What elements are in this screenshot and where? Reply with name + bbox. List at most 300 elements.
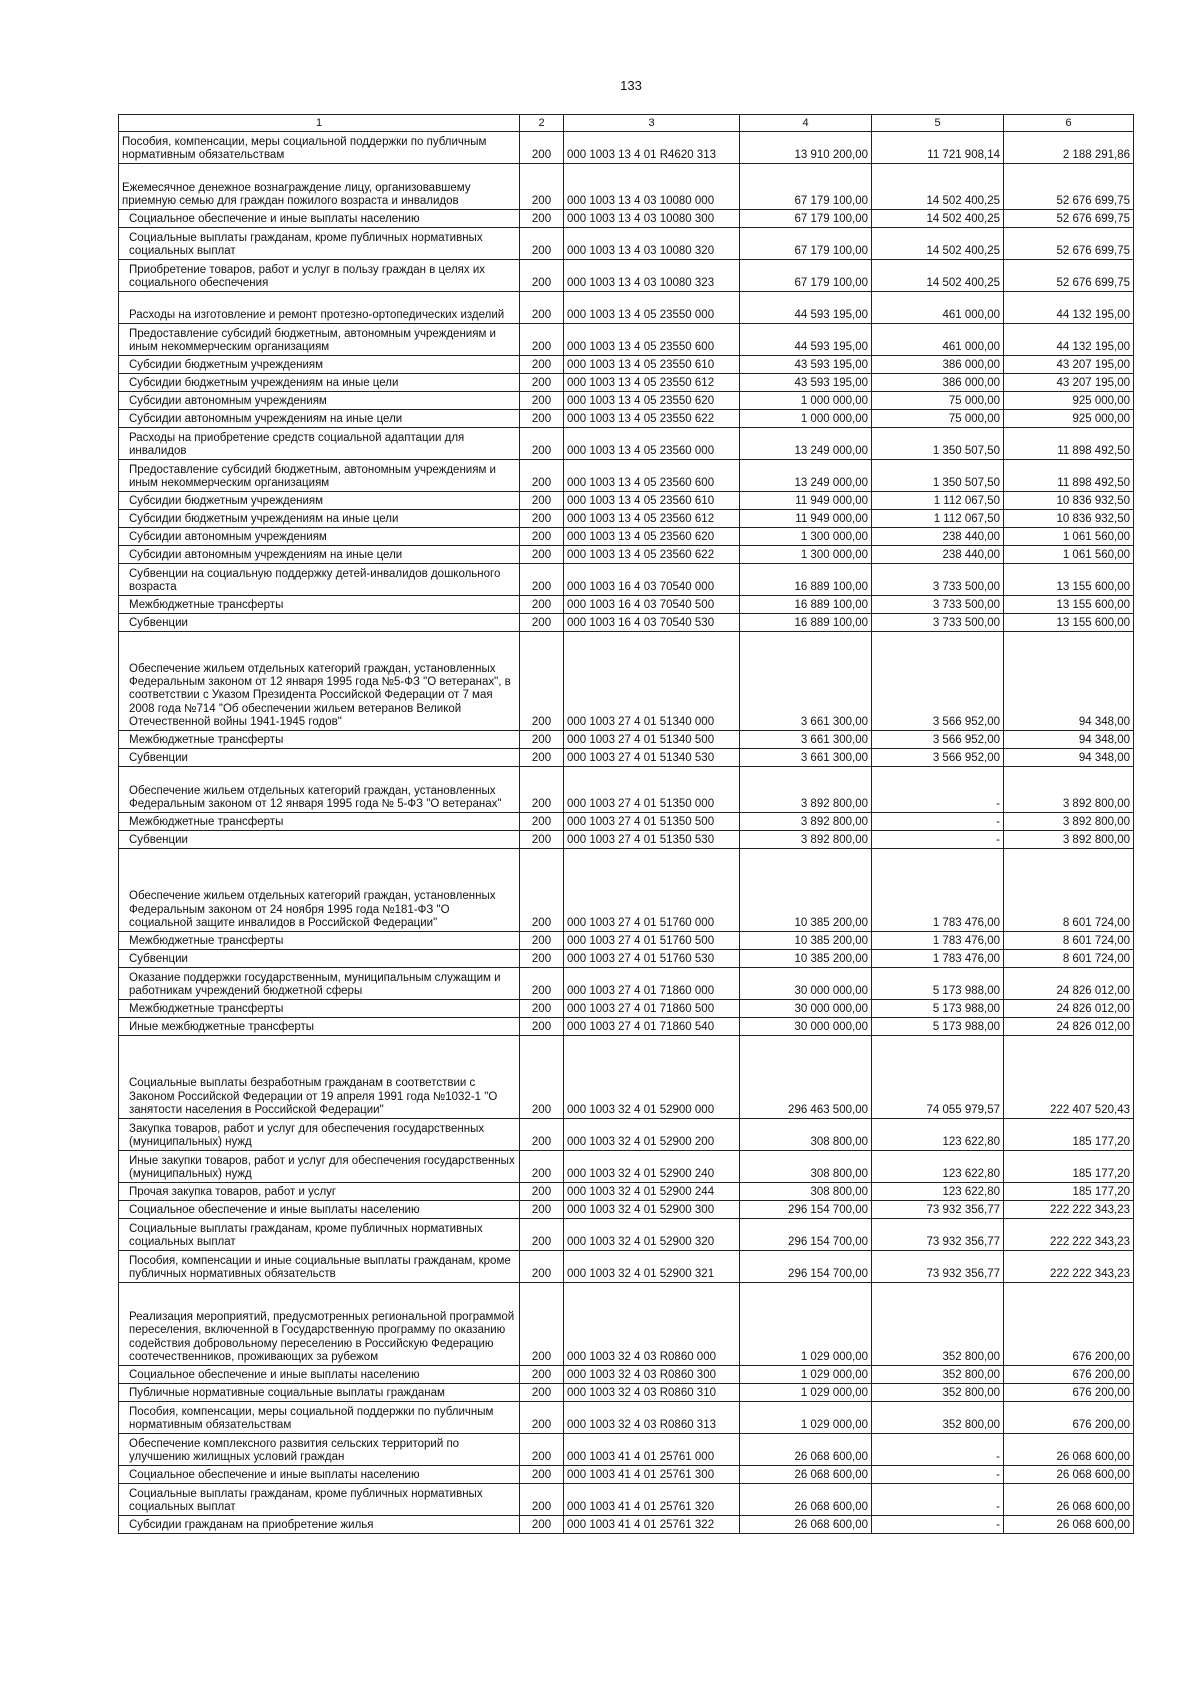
- budget-code-cell: 000 1003 16 4 03 70540 530: [564, 614, 740, 632]
- expense-name-cell: Субсидии автономным учреждениям на иные цели: [119, 410, 520, 428]
- executed-amount-cell: 386 000,00: [872, 356, 1004, 374]
- line-code-cell: 200: [520, 1384, 564, 1402]
- expense-name-cell: Предоставление субсидий бюджетным, автономным учреждениям и иным некоммерческим организациям: [119, 324, 520, 356]
- table-row: [119, 228, 1134, 260]
- table-row: [119, 374, 1134, 392]
- remaining-amount-cell: 13 155 600,00: [1004, 614, 1134, 632]
- approved-amount-cell: 296 463 500,00: [740, 1036, 872, 1119]
- expense-name-cell: Расходы на приобретение средств социальной адаптации для инвалидов: [119, 428, 520, 460]
- line-code-cell: 200: [520, 1119, 564, 1151]
- table-row: [119, 1366, 1134, 1384]
- expense-name-cell: Обеспечение комплексного развития сельских территорий по улучшению жилищных условий граждан: [119, 1434, 520, 1466]
- line-code-cell: 200: [520, 950, 564, 968]
- line-code-cell: 200: [520, 849, 564, 932]
- approved-amount-cell: 3 661 300,00: [740, 731, 872, 749]
- line-code-cell: 200: [520, 510, 564, 528]
- budget-code-cell: 000 1003 27 4 01 51760 500: [564, 932, 740, 950]
- remaining-amount-cell: 10 836 932,50: [1004, 510, 1134, 528]
- expense-name-cell: Субвенции: [119, 831, 520, 849]
- expense-name-cell: Пособия, компенсации и иные социальные выплаты гражданам, кроме публичных нормативных обязательств: [119, 1251, 520, 1283]
- line-code-cell: 200: [520, 614, 564, 632]
- approved-amount-cell: 1 000 000,00: [740, 392, 872, 410]
- col-header: 5: [872, 115, 1004, 132]
- budget-code-cell: 000 1003 13 4 05 23550 610: [564, 356, 740, 374]
- executed-amount-cell: 1 112 067,50: [872, 510, 1004, 528]
- remaining-amount-cell: 52 676 699,75: [1004, 260, 1134, 292]
- approved-amount-cell: 296 154 700,00: [740, 1201, 872, 1219]
- line-code-cell: 200: [520, 632, 564, 731]
- expense-name-cell: Межбюджетные трансферты: [119, 813, 520, 831]
- executed-amount-cell: 123 622,80: [872, 1151, 1004, 1183]
- approved-amount-cell: 30 000 000,00: [740, 1000, 872, 1018]
- approved-amount-cell: 3 661 300,00: [740, 632, 872, 731]
- line-code-cell: 200: [520, 813, 564, 831]
- table-row: [119, 392, 1134, 410]
- executed-amount-cell: 73 932 356,77: [872, 1219, 1004, 1251]
- expense-name-cell: Социальное обеспечение и иные выплаты населению: [119, 1466, 520, 1484]
- table-row: [119, 1000, 1134, 1018]
- table-row: [119, 731, 1134, 749]
- budget-code-cell: 000 1003 13 4 05 23560 000: [564, 428, 740, 460]
- executed-amount-cell: 14 502 400,25: [872, 260, 1004, 292]
- executed-amount-cell: 3 566 952,00: [872, 749, 1004, 767]
- remaining-amount-cell: 222 222 343,23: [1004, 1219, 1134, 1251]
- executed-amount-cell: 5 173 988,00: [872, 1018, 1004, 1036]
- table-row: [119, 1183, 1134, 1201]
- line-code-cell: 200: [520, 1516, 564, 1534]
- expense-name-cell: Межбюджетные трансферты: [119, 1000, 520, 1018]
- budget-code-cell: 000 1003 13 4 05 23560 612: [564, 510, 740, 528]
- table-row: [119, 292, 1134, 324]
- header-row: [119, 115, 1134, 132]
- executed-amount-cell: 74 055 979,57: [872, 1036, 1004, 1119]
- budget-code-cell: 000 1003 27 4 01 51350 000: [564, 767, 740, 813]
- approved-amount-cell: 1 029 000,00: [740, 1384, 872, 1402]
- table-row: [119, 1384, 1134, 1402]
- remaining-amount-cell: 185 177,20: [1004, 1119, 1134, 1151]
- executed-amount-cell: 1 783 476,00: [872, 950, 1004, 968]
- table-row: [119, 614, 1134, 632]
- table-row: [119, 950, 1134, 968]
- expense-name-cell: Публичные нормативные социальные выплаты гражданам: [119, 1384, 520, 1402]
- budget-code-cell: 000 1003 13 4 03 10080 300: [564, 210, 740, 228]
- approved-amount-cell: 11 949 000,00: [740, 492, 872, 510]
- approved-amount-cell: 308 800,00: [740, 1183, 872, 1201]
- remaining-amount-cell: 94 348,00: [1004, 632, 1134, 731]
- executed-amount-cell: 3 566 952,00: [872, 632, 1004, 731]
- budget-code-cell: 000 1003 13 4 05 23550 620: [564, 392, 740, 410]
- executed-amount-cell: -: [872, 813, 1004, 831]
- executed-amount-cell: 73 932 356,77: [872, 1201, 1004, 1219]
- expense-name-cell: Межбюджетные трансферты: [119, 596, 520, 614]
- remaining-amount-cell: 3 892 800,00: [1004, 813, 1134, 831]
- col-header: 3: [564, 115, 740, 132]
- approved-amount-cell: 10 385 200,00: [740, 849, 872, 932]
- approved-amount-cell: 26 068 600,00: [740, 1484, 872, 1516]
- table-row: [119, 324, 1134, 356]
- expense-name-cell: Закупка товаров, работ и услуг для обеспечения государственных (муниципальных) нужд: [119, 1119, 520, 1151]
- line-code-cell: 200: [520, 410, 564, 428]
- remaining-amount-cell: 2 188 291,86: [1004, 132, 1134, 164]
- table-row: [119, 1516, 1134, 1534]
- approved-amount-cell: 67 179 100,00: [740, 260, 872, 292]
- executed-amount-cell: 123 622,80: [872, 1183, 1004, 1201]
- table-row: [119, 1402, 1134, 1434]
- approved-amount-cell: 13 249 000,00: [740, 428, 872, 460]
- expense-name-cell: Субвенции: [119, 950, 520, 968]
- line-code-cell: 200: [520, 210, 564, 228]
- expense-name-cell: Социальные выплаты гражданам, кроме публичных нормативных социальных выплат: [119, 228, 520, 260]
- col-header: 6: [1004, 115, 1134, 132]
- approved-amount-cell: 3 892 800,00: [740, 767, 872, 813]
- line-code-cell: 200: [520, 1018, 564, 1036]
- executed-amount-cell: 352 800,00: [872, 1384, 1004, 1402]
- budget-code-cell: 000 1003 27 4 01 51340 500: [564, 731, 740, 749]
- approved-amount-cell: 44 593 195,00: [740, 324, 872, 356]
- budget-code-cell: 000 1003 32 4 03 R0860 300: [564, 1366, 740, 1384]
- budget-code-cell: 000 1003 41 4 01 25761 300: [564, 1466, 740, 1484]
- table-row: [119, 260, 1134, 292]
- executed-amount-cell: 3 733 500,00: [872, 614, 1004, 632]
- expense-name-cell: Социальное обеспечение и иные выплаты населению: [119, 1366, 520, 1384]
- remaining-amount-cell: 676 200,00: [1004, 1283, 1134, 1366]
- remaining-amount-cell: 43 207 195,00: [1004, 374, 1134, 392]
- approved-amount-cell: 26 068 600,00: [740, 1434, 872, 1466]
- line-code-cell: 200: [520, 528, 564, 546]
- expense-name-cell: Социальные выплаты гражданам, кроме публичных нормативных социальных выплат: [119, 1484, 520, 1516]
- expense-name-cell: Субвенции: [119, 614, 520, 632]
- approved-amount-cell: 13 910 200,00: [740, 132, 872, 164]
- line-code-cell: 200: [520, 564, 564, 596]
- expense-name-cell: Обеспечение жильем отдельных категорий граждан, установленных Федеральным законом от 12 января 1995 года №5-ФЗ "О ветеранах", в соответствии с Указом Президента Российской Федерации от 7 мая 2008 года №714 "Об обеспечении жильем ветеранов Великой Отечественной войны 1941-1945 годов": [119, 632, 520, 731]
- remaining-amount-cell: 3 892 800,00: [1004, 767, 1134, 813]
- remaining-amount-cell: 185 177,20: [1004, 1183, 1134, 1201]
- approved-amount-cell: 1 300 000,00: [740, 528, 872, 546]
- line-code-cell: 200: [520, 460, 564, 492]
- executed-amount-cell: -: [872, 1484, 1004, 1516]
- line-code-cell: 200: [520, 1484, 564, 1516]
- line-code-cell: 200: [520, 228, 564, 260]
- approved-amount-cell: 67 179 100,00: [740, 228, 872, 260]
- remaining-amount-cell: 8 601 724,00: [1004, 950, 1134, 968]
- table-row: [119, 1018, 1134, 1036]
- line-code-cell: 200: [520, 1151, 564, 1183]
- executed-amount-cell: 352 800,00: [872, 1402, 1004, 1434]
- approved-amount-cell: 13 249 000,00: [740, 460, 872, 492]
- line-code-cell: 200: [520, 968, 564, 1000]
- line-code-cell: 200: [520, 1183, 564, 1201]
- executed-amount-cell: 11 721 908,14: [872, 132, 1004, 164]
- remaining-amount-cell: 26 068 600,00: [1004, 1484, 1134, 1516]
- remaining-amount-cell: 24 826 012,00: [1004, 968, 1134, 1000]
- remaining-amount-cell: 222 222 343,23: [1004, 1201, 1134, 1219]
- budget-code-cell: 000 1003 32 4 03 R0860 000: [564, 1283, 740, 1366]
- col-header: 4: [740, 115, 872, 132]
- budget-code-cell: 000 1003 13 4 05 23550 000: [564, 292, 740, 324]
- remaining-amount-cell: 94 348,00: [1004, 749, 1134, 767]
- executed-amount-cell: 5 173 988,00: [872, 968, 1004, 1000]
- budget-code-cell: 000 1003 32 4 01 52900 300: [564, 1201, 740, 1219]
- expense-name-cell: Оказание поддержки государственным, муниципальным служащим и работникам учреждений бюджетной сферы: [119, 968, 520, 1000]
- budget-code-cell: 000 1003 27 4 01 51760 000: [564, 849, 740, 932]
- expense-name-cell: Реализация мероприятий, предусмотренных региональной программой переселения, включенной в Государственную программу по оказанию содействия добровольному переселению в Российскую Федерацию соотечественников, проживающих за рубежом: [119, 1283, 520, 1366]
- table-row: [119, 632, 1134, 731]
- table-row: [119, 492, 1134, 510]
- remaining-amount-cell: 676 200,00: [1004, 1384, 1134, 1402]
- table-row: [119, 749, 1134, 767]
- col-header: 1: [119, 115, 520, 132]
- budget-code-cell: 000 1003 13 4 05 23550 612: [564, 374, 740, 392]
- executed-amount-cell: 352 800,00: [872, 1283, 1004, 1366]
- executed-amount-cell: 75 000,00: [872, 410, 1004, 428]
- expense-name-cell: Пособия, компенсации, меры социальной поддержки по публичным нормативным обязательствам: [119, 1402, 520, 1434]
- approved-amount-cell: 67 179 100,00: [740, 210, 872, 228]
- remaining-amount-cell: 24 826 012,00: [1004, 1000, 1134, 1018]
- table-row: [119, 1466, 1134, 1484]
- executed-amount-cell: 3 733 500,00: [872, 564, 1004, 596]
- budget-code-cell: 000 1003 27 4 01 51340 000: [564, 632, 740, 731]
- remaining-amount-cell: 26 068 600,00: [1004, 1466, 1134, 1484]
- line-code-cell: 200: [520, 260, 564, 292]
- executed-amount-cell: 238 440,00: [872, 528, 1004, 546]
- budget-code-cell: 000 1003 32 4 01 52900 320: [564, 1219, 740, 1251]
- executed-amount-cell: 3 733 500,00: [872, 596, 1004, 614]
- approved-amount-cell: 308 800,00: [740, 1119, 872, 1151]
- line-code-cell: 200: [520, 1000, 564, 1018]
- remaining-amount-cell: 52 676 699,75: [1004, 210, 1134, 228]
- executed-amount-cell: 14 502 400,25: [872, 164, 1004, 210]
- line-code-cell: 200: [520, 932, 564, 950]
- remaining-amount-cell: 925 000,00: [1004, 392, 1134, 410]
- approved-amount-cell: 26 068 600,00: [740, 1516, 872, 1534]
- table-row: [119, 460, 1134, 492]
- approved-amount-cell: 43 593 195,00: [740, 356, 872, 374]
- line-code-cell: 200: [520, 1036, 564, 1119]
- table-row: [119, 1201, 1134, 1219]
- budget-code-cell: 000 1003 13 4 03 10080 323: [564, 260, 740, 292]
- line-code-cell: 200: [520, 731, 564, 749]
- executed-amount-cell: -: [872, 1466, 1004, 1484]
- table-row: [119, 831, 1134, 849]
- line-code-cell: 200: [520, 546, 564, 564]
- line-code-cell: 200: [520, 1283, 564, 1366]
- expense-name-cell: Расходы на изготовление и ремонт протезно-ортопедических изделий: [119, 292, 520, 324]
- table-row: [119, 968, 1134, 1000]
- table-row: [119, 1119, 1134, 1151]
- line-code-cell: 200: [520, 767, 564, 813]
- budget-code-cell: 000 1003 32 4 01 52900 000: [564, 1036, 740, 1119]
- table-row: [119, 1283, 1134, 1366]
- budget-table: [118, 114, 1134, 1534]
- line-code-cell: 200: [520, 831, 564, 849]
- line-code-cell: 200: [520, 492, 564, 510]
- remaining-amount-cell: 52 676 699,75: [1004, 228, 1134, 260]
- line-code-cell: 200: [520, 1251, 564, 1283]
- executed-amount-cell: 1 783 476,00: [872, 932, 1004, 950]
- remaining-amount-cell: 8 601 724,00: [1004, 849, 1134, 932]
- approved-amount-cell: 296 154 700,00: [740, 1251, 872, 1283]
- remaining-amount-cell: 94 348,00: [1004, 731, 1134, 749]
- executed-amount-cell: 14 502 400,25: [872, 210, 1004, 228]
- executed-amount-cell: 352 800,00: [872, 1366, 1004, 1384]
- approved-amount-cell: 308 800,00: [740, 1151, 872, 1183]
- budget-code-cell: 000 1003 13 4 03 10080 000: [564, 164, 740, 210]
- expense-name-cell: Субсидии бюджетным учреждениям на иные цели: [119, 374, 520, 392]
- table-row: [119, 428, 1134, 460]
- budget-code-cell: 000 1003 27 4 01 51760 530: [564, 950, 740, 968]
- expense-name-cell: Социальные выплаты гражданам, кроме публичных нормативных социальных выплат: [119, 1219, 520, 1251]
- budget-code-cell: 000 1003 27 4 01 51340 530: [564, 749, 740, 767]
- expense-name-cell: Социальные выплаты безработным гражданам в соответствии с Законом Российской Федерации от 19 апреля 1991 года №1032-1 "О занятости населения в Российской Федерации": [119, 1036, 520, 1119]
- table-row: [119, 356, 1134, 374]
- line-code-cell: 200: [520, 1219, 564, 1251]
- budget-code-cell: 000 1003 13 4 05 23550 600: [564, 324, 740, 356]
- remaining-amount-cell: 26 068 600,00: [1004, 1434, 1134, 1466]
- line-code-cell: 200: [520, 374, 564, 392]
- executed-amount-cell: -: [872, 831, 1004, 849]
- expense-name-cell: Социальное обеспечение и иные выплаты населению: [119, 210, 520, 228]
- remaining-amount-cell: 13 155 600,00: [1004, 564, 1134, 596]
- table-row: [119, 813, 1134, 831]
- remaining-amount-cell: 185 177,20: [1004, 1151, 1134, 1183]
- executed-amount-cell: -: [872, 1516, 1004, 1534]
- table-row: [119, 510, 1134, 528]
- table-row: [119, 767, 1134, 813]
- budget-code-cell: 000 1003 32 4 01 52900 240: [564, 1151, 740, 1183]
- expense-name-cell: Межбюджетные трансферты: [119, 731, 520, 749]
- budget-code-cell: 000 1003 41 4 01 25761 000: [564, 1434, 740, 1466]
- remaining-amount-cell: 1 061 560,00: [1004, 528, 1134, 546]
- executed-amount-cell: 1 783 476,00: [872, 849, 1004, 932]
- budget-code-cell: 000 1003 16 4 03 70540 500: [564, 596, 740, 614]
- approved-amount-cell: 16 889 100,00: [740, 564, 872, 596]
- approved-amount-cell: 1 000 000,00: [740, 410, 872, 428]
- approved-amount-cell: 26 068 600,00: [740, 1466, 872, 1484]
- executed-amount-cell: 1 350 507,50: [872, 428, 1004, 460]
- remaining-amount-cell: 10 836 932,50: [1004, 492, 1134, 510]
- remaining-amount-cell: 11 898 492,50: [1004, 460, 1134, 492]
- expense-name-cell: Приобретение товаров, работ и услуг в пользу граждан в целях их социального обеспечения: [119, 260, 520, 292]
- remaining-amount-cell: 44 132 195,00: [1004, 324, 1134, 356]
- executed-amount-cell: 1 350 507,50: [872, 460, 1004, 492]
- executed-amount-cell: 123 622,80: [872, 1119, 1004, 1151]
- approved-amount-cell: 3 892 800,00: [740, 813, 872, 831]
- line-code-cell: 200: [520, 428, 564, 460]
- expense-name-cell: Ежемесячное денежное вознаграждение лицу, организовавшему приемную семью для граждан пожилого возраста и инвалидов: [119, 164, 520, 210]
- executed-amount-cell: 386 000,00: [872, 374, 1004, 392]
- table-row: [119, 596, 1134, 614]
- expense-name-cell: Иные закупки товаров, работ и услуг для обеспечения государственных (муниципальных) нужд: [119, 1151, 520, 1183]
- line-code-cell: 200: [520, 356, 564, 374]
- budget-code-cell: 000 1003 27 4 01 71860 540: [564, 1018, 740, 1036]
- executed-amount-cell: 461 000,00: [872, 324, 1004, 356]
- expense-name-cell: Субсидии бюджетным учреждениям на иные цели: [119, 510, 520, 528]
- table-row: [119, 1251, 1134, 1283]
- approved-amount-cell: 1 029 000,00: [740, 1402, 872, 1434]
- executed-amount-cell: 14 502 400,25: [872, 228, 1004, 260]
- approved-amount-cell: 43 593 195,00: [740, 374, 872, 392]
- budget-code-cell: 000 1003 32 4 03 R0860 310: [564, 1384, 740, 1402]
- approved-amount-cell: 11 949 000,00: [740, 510, 872, 528]
- expense-name-cell: Предоставление субсидий бюджетным, автономным учреждениям и иным некоммерческим организациям: [119, 460, 520, 492]
- budget-code-cell: 000 1003 13 4 05 23560 620: [564, 528, 740, 546]
- budget-code-cell: 000 1003 27 4 01 71860 000: [564, 968, 740, 1000]
- line-code-cell: 200: [520, 164, 564, 210]
- table-row: [119, 210, 1134, 228]
- executed-amount-cell: -: [872, 767, 1004, 813]
- approved-amount-cell: 16 889 100,00: [740, 614, 872, 632]
- budget-code-cell: 000 1003 13 4 05 23560 600: [564, 460, 740, 492]
- budget-code-cell: 000 1003 32 4 03 R0860 313: [564, 1402, 740, 1434]
- expense-name-cell: Субсидии бюджетным учреждениям: [119, 356, 520, 374]
- table-row: [119, 849, 1134, 932]
- approved-amount-cell: 30 000 000,00: [740, 1018, 872, 1036]
- budget-code-cell: 000 1003 13 4 05 23560 610: [564, 492, 740, 510]
- table-row: [119, 564, 1134, 596]
- col-header: 2: [520, 115, 564, 132]
- expense-name-cell: Субсидии автономным учреждениям: [119, 528, 520, 546]
- expense-name-cell: Субвенции: [119, 749, 520, 767]
- page-number: 133: [620, 78, 642, 93]
- executed-amount-cell: 238 440,00: [872, 546, 1004, 564]
- approved-amount-cell: 67 179 100,00: [740, 164, 872, 210]
- expense-name-cell: Иные межбюджетные трансферты: [119, 1018, 520, 1036]
- remaining-amount-cell: 43 207 195,00: [1004, 356, 1134, 374]
- remaining-amount-cell: 925 000,00: [1004, 410, 1134, 428]
- budget-code-cell: 000 1003 27 4 01 51350 530: [564, 831, 740, 849]
- approved-amount-cell: 296 154 700,00: [740, 1219, 872, 1251]
- table-row: [119, 528, 1134, 546]
- approved-amount-cell: 1 029 000,00: [740, 1366, 872, 1384]
- budget-code-cell: 000 1003 13 4 01 R4620 313: [564, 132, 740, 164]
- table-row: [119, 132, 1134, 164]
- line-code-cell: 200: [520, 392, 564, 410]
- expense-name-cell: Субсидии гражданам на приобретение жилья: [119, 1516, 520, 1534]
- line-code-cell: 200: [520, 596, 564, 614]
- approved-amount-cell: 3 892 800,00: [740, 831, 872, 849]
- executed-amount-cell: -: [872, 1434, 1004, 1466]
- budget-code-cell: 000 1003 13 4 03 10080 320: [564, 228, 740, 260]
- executed-amount-cell: 461 000,00: [872, 292, 1004, 324]
- line-code-cell: 200: [520, 1201, 564, 1219]
- line-code-cell: 200: [520, 1466, 564, 1484]
- remaining-amount-cell: 676 200,00: [1004, 1366, 1134, 1384]
- approved-amount-cell: 1 300 000,00: [740, 546, 872, 564]
- remaining-amount-cell: 3 892 800,00: [1004, 831, 1134, 849]
- expense-name-cell: Прочая закупка товаров, работ и услуг: [119, 1183, 520, 1201]
- remaining-amount-cell: 222 222 343,23: [1004, 1251, 1134, 1283]
- remaining-amount-cell: 8 601 724,00: [1004, 932, 1134, 950]
- approved-amount-cell: 3 661 300,00: [740, 749, 872, 767]
- remaining-amount-cell: 11 898 492,50: [1004, 428, 1134, 460]
- approved-amount-cell: 30 000 000,00: [740, 968, 872, 1000]
- table-body: [119, 132, 1134, 1534]
- table-row: [119, 1151, 1134, 1183]
- expense-name-cell: Обеспечение жильем отдельных категорий граждан, установленных Федеральным законом от 24 ноября 1995 года №181-ФЗ "О социальной защите инвалидов в Российской Федерации": [119, 849, 520, 932]
- budget-code-cell: 000 1003 27 4 01 51350 500: [564, 813, 740, 831]
- approved-amount-cell: 44 593 195,00: [740, 292, 872, 324]
- remaining-amount-cell: 676 200,00: [1004, 1402, 1134, 1434]
- expense-name-cell: Межбюджетные трансферты: [119, 932, 520, 950]
- approved-amount-cell: 16 889 100,00: [740, 596, 872, 614]
- remaining-amount-cell: 44 132 195,00: [1004, 292, 1134, 324]
- budget-code-cell: 000 1003 27 4 01 71860 500: [564, 1000, 740, 1018]
- budget-code-cell: 000 1003 13 4 05 23550 622: [564, 410, 740, 428]
- line-code-cell: 200: [520, 324, 564, 356]
- executed-amount-cell: 1 112 067,50: [872, 492, 1004, 510]
- executed-amount-cell: 75 000,00: [872, 392, 1004, 410]
- executed-amount-cell: 73 932 356,77: [872, 1251, 1004, 1283]
